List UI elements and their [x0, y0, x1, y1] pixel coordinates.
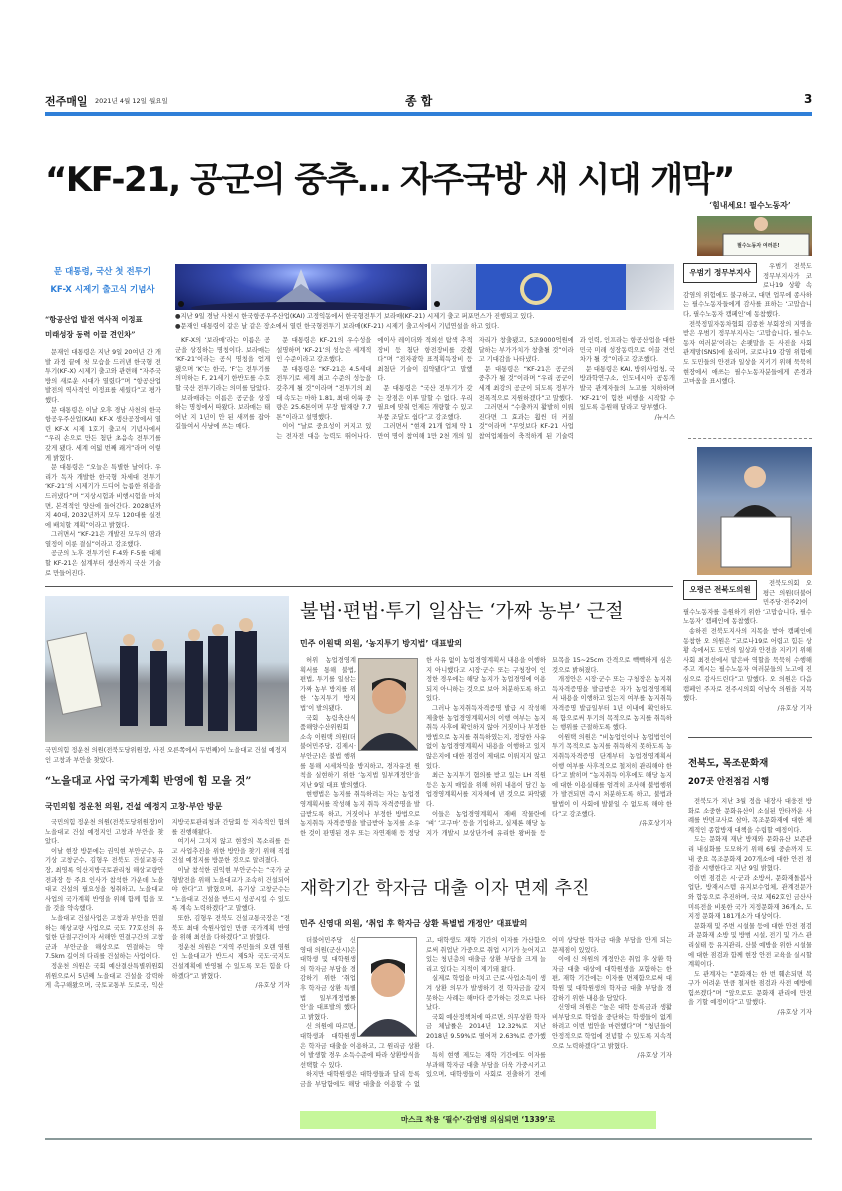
- paragraph: 도는 문화재 재난 방재와 문화유산 보존관리 내실화를 도모하기 위해 6월 중순까지 도내 중요 목조문화재 207개소에 대한 안전 점검을 시행한다고 지난 9일 밝혔다.: [688, 836, 812, 873]
- shin-young-dae-portrait: [357, 937, 417, 1037]
- farm-byline: /유호상기자: [639, 820, 672, 828]
- bridge-byline: /유호상 기자: [255, 982, 290, 990]
- masthead-rule: [45, 112, 812, 116]
- paragraph: 우범기 전북도 정무부지사가 코로나19 상황 속 감염의 위험에도 불구하고, 대면 업무에 종사하는 필수노동자들에게 감사를 표하는 ‘고맙습니다, 필수노동자 캠페인’에 동참했다.: [683, 263, 812, 318]
- paragraph: 정운천 의원은 “지역 주민들의 오랜 염원인 노을대교가 반드시 제5차 국도·국지도 건설계획에 반영될 수 있도록 모든 힘을 다하겠다”고 밝혔다.: [171, 943, 290, 980]
- bridge-body: [45, 818, 290, 1134]
- paragraph: 문 대통령은 “KF-21은 공군의 중추가 될 것”이라며 “우리 공군이 세계 최강의 공군이 되도록 정부가 전폭적으로 지원하겠다”고 말했다.: [478, 365, 574, 402]
- covid-banner: 마스크 착용 ‘필수’·감염병 의심되면 ‘1339’로: [300, 1111, 656, 1129]
- section-name: 종 합: [405, 94, 433, 108]
- officials-illustration: [45, 596, 289, 742]
- footer-rule: [45, 1138, 812, 1140]
- paragraph: 문 대통령은 KAI, 방위사업청, 국방과학연구소, 인도네시아 공동개발국 관계자들의 노고를 치하하며 ‘KF-21’이 힘찬 비행을 시작할 수 있도록 응원해 달라고 당부했다.: [579, 365, 675, 412]
- paragraph: 여기서 그치지 않고 현장의 목소리를 듣고 사업추진을 위한 방안을 찾기 위해 직접 건설 예정지를 방문한 것으로 알려졌다.: [171, 838, 290, 865]
- paragraph: 하지만 대학원생은 대학생들과 달리 등록금을 부담함에도 해당 대출을 이용할 수 없고, 대학생도 재학 기간의 이자를 가산함으로써 취업난 가중으로 취업 시기가 늦어지고 있는 청년층의 대출금 상환 부담을 크게 늘리고 있다는 지적이 제기돼 왔다.: [300, 937, 546, 1088]
- paragraph: 그러면서 “현재 21개 업체 약 1만여 명이 참여해 1만 2천 개의 일자리가 창출됐고, 5조9000억원에 달하는 부가가치가 창출될 것”이라고 기대감을 나타냈다.: [377, 337, 574, 440]
- paragraph: 문 대통령은 “KF-21은 4.5세대 전투기로 세계 최고 수준의 성능을 갖추게 될 것”이라며 “전투기의 최대 속도는 마하 1.81, 최대 이륙 중량은 25.6톤이며 무장 탑재량 7.7톤”이라고 설명했다.: [276, 365, 372, 421]
- person-with-sign: [697, 216, 812, 256]
- paragraph: 전북도의회 오평근 의원(더불어민주당·전주2)이 필수노동자를 응원하기 위한 ‘고맙습니다, 필수노동자’ 캠페인에 동참했다.: [683, 580, 812, 626]
- divider: [688, 737, 812, 738]
- paragraph: 도 관계자는 “문화재는 한 번 훼손되면 복구가 어려운 만큼 철저한 점검과 사전 예방에 힘쓰겠다”며 “앞으로도 문화재 관리에 만전을 기할 예정이다”고 말했다.: [688, 970, 812, 1007]
- jet-illustration: [175, 264, 427, 310]
- paragraph: 더불어민주당 신영대 의원(군산시)은 대학생 및 대학원생의 학자금 부담을 경감하기 위한 ‘취업 후 학자금 상환 특별법 일부개정법률안’을 대표발의 했다고 밝혔다.: [300, 937, 356, 1021]
- paragraph: 신영대 의원은 “높은 대학 등록금과 생활비부담으로 학업을 중단하는 학생들이 없게 하려고 이번 법안을 마련했다”며 “청년들이 안정적으로 학업에 전념할 수 있도록 지속적으로 노력하겠다”고 밝혔다.: [552, 1004, 672, 1050]
- paragraph: 이번 점검은 시·군과 소방서, 문화재돌봄사업단, 방재시스템 유지보수업체, 관계전문가와 합동으로 추진하며, 국보 제62호인 금산사 미륵전을 비롯한 국가 지정문화재 36개소, 도 지정 문화재 181개소가 대상이다.: [688, 874, 812, 921]
- loan-subhead: 민주 신영대 의원, ‘취업 후 학자금 상환 특별법 개정안’ 대표발의: [300, 919, 528, 928]
- quote-line-2: 미래성장 동력 이끌 견인차”: [45, 330, 136, 339]
- farm-body: [300, 656, 672, 866]
- campaign-photo-1: [697, 216, 812, 256]
- loan-headline: 재학기간 학자금 대출 이자 면제 추진: [300, 878, 590, 899]
- bridge-caption: 국민의힘 정운천 의원(전북도당위원장, 사진 오른쪽에서 두번째)이 노을대교 건설 예정지인 고창과 부안을 찾았다.: [45, 747, 287, 764]
- heritage-body: [688, 797, 812, 1135]
- paragraph: 전북정밀자동차협회 김종찬 부회장의 지명을 받은 우범기 정무부지사는 ‘고맙습니다, 필수노동자 여러분’이라는 손팻말을 든 사진을 사회 관계망(SNS)에 올리며, 코로나19 감염 위험에도 도민들의 안전과 일상을 지키기 위해 묵묵히 현장에서 애쓰는 필수노동자분들에게 존경과 고마움을 표시했다.: [683, 320, 812, 386]
- portrait-illustration: [358, 938, 417, 1037]
- paragraph: 전북도가 지난 3월 정읍 내장사 대웅전 방화로 소중한 문화유산이 소실된 안타까운 사례를 반면교사로 삼아, 목조문화재에 대한 체계적인 종합방재 대책을 수립할 예정이다.: [688, 798, 812, 834]
- bridge-subhead: 국민의힘 정운천 의원, 건설 예정지 고창·부안 방문: [45, 802, 223, 811]
- paragraph: 현행법은 농지를 취득하려는 자는 농업경영계획서를 작성해 농지 취득 자격증명을 발급받도록 하고, 거짓이나 부정한 방법으로 농지취득 자격증명을 발급받아 농지를 소유한 것이 판명된 경우 또는 자연재해 등 정당한 사유 없이 농업경영계획서 내용을 이행하지 아니했다고 시장·군수 또는 구청장이 인정한 경우에는 해당 농지가 농업경영에 이용되지 아니하는 것으로 보아 처분하도록 하고 있다.: [300, 657, 546, 837]
- kf21-jet-photo: [175, 264, 427, 310]
- bridge-headline: “노을대교 사업 국가계획 반영에 힘 모을 것”: [45, 775, 252, 787]
- lee-won-taek-portrait: [358, 658, 418, 751]
- box-woo-beom-gi: 우범기 정무부지사: [683, 263, 757, 283]
- sign-text: 필수노동자 여러분!: [737, 243, 780, 249]
- paragraph: 국민의힘 정운천 의원(전북도당위원장)이 노을대교 건설 예정지인 고창과 부안을 찾았다.: [45, 819, 164, 846]
- sidebar-body-2: [683, 579, 812, 731]
- paragraph: 문 대통령은 KF-21의 우수성을 설명하며 ‘KF-21’의 성능은 세계적인 수준이라고 강조했다.: [276, 337, 372, 364]
- sidebar-title: ‘힘내세요! 필수노동자’: [709, 200, 791, 210]
- paragraph: 문재인 대통령은 지난 9일 20여년 간 개발 과정 끝에 첫 모습을 드러낸 한국형 전투기(KF-X) 시제기 출고와 관련해 “자주국방의 새로운 시대가 열렸다”며 “항공산업 발전의 역사적인 이정표를 세웠다”고 평가했다.: [45, 349, 161, 404]
- farm-headline: 불법·편법·투기 일삼는 ‘가짜 농부’ 근절: [300, 600, 624, 622]
- paragraph: 최근 농지투기 혐의를 받고 있는 LH 직원 등은 농지 매입을 위해 허위 내용이 담긴 농업경영계획서를 지자체에 낸 것으로 파악됐다.: [426, 772, 546, 808]
- paragraph: 이날 현장 방문에는 권익현 부안군수, 유기상 고창군수, 김형우 전북도 건설교통국장, 최영록 익산지방국토관리청 해상교량안전과장 등 주요 인사가 참석한 가운데 노을대교 건설의 필요성을 청취하고, 노을대교 사업의 국가계획 반영을 위해 함께 힘을 모을 것을 약속했다.: [45, 847, 164, 913]
- paragraph: 문 대통령은 “오늘은 특별한 날이다. 우리가 독자 개발한 한국형 차세대 전투기 ‘KF-21’의 시제기가 드디어 늠름한 위용을 드러냈다”며 “지상시험과 비행시험을 마치면, 본격적인 양산에 들어간다. 2028년까지 40대, 2032년까지 모두 120대를 실전에 배치할 계획”이라고 밝혔다.: [45, 464, 161, 529]
- sidebar-body-1: [683, 262, 812, 434]
- person-with-sign-2: [697, 447, 812, 575]
- paragraph: 개정안은 시장·군수 또는 구청장은 농지취득자격증명을 발급받은 자가 농업경영계획서 내용을 이행하고 있는지 여부를 농지취득자격증명 발급일부터 1년 이내에 확인하도록 함으로써 투기의 목적으로 농지를 취득하는 행위를 근절하도록 했다.: [552, 676, 672, 732]
- paragraph: 이원택 의원은 “비농업인이나 농업법인이 투기 목적으로 농지를 취득하지 못하도록 농지취득자격증명 단계부터 농업경영계획서 이행 여부를 사후적으로 철저히 관리해야 한다”고 밝히며 “농지취득 이후에도 해당 농지에 대한 이용실태를 엄격히 조사해 불법행위가 발견되면 즉시 처분하도록 하고, 불법과 탈법이 이 사회에 발붙일 수 없도록 해야 한다”고 강조했다.: [552, 733, 672, 818]
- main-article-body: [175, 336, 675, 580]
- dashed-divider: [688, 438, 812, 439]
- paragraph: 그러면서 “KF-21은 개발진 모두의 땀과 열정이 이룬 결실”이라고 강조했다.: [45, 531, 161, 548]
- paragraph: 문 대통령은 이날 오후 경남 사천의 한국항공우주산업(KAI) KF-X 생산공장에서 열린 KF-X 시제 1호기 출고식 기념사에서 “우리 손으로 만든 첨단 초음속 전투기를 갖게 됐다. 세계 여덟 번째 쾌거”라며 이렇게 밝혔다.: [45, 406, 161, 462]
- main-headline: “KF-21, 공군의 중추… 자주국방 새 시대 개막”: [45, 160, 734, 200]
- paragraph: 문 대통령은 “국산 전투기가 갖는 장점은 이루 말할 수 없다. 우리 필요에 맞춰 언제든 개량할 수 있고 부품 조달도 쉽다”고 강조했다.: [377, 384, 473, 421]
- paragraph: 이어 “날로 중요성이 커지고 있는 전자전 대응 능력도 뛰어나다. 에이사 레이더와 적외선 탐색 추적 장비 등 첨단 항전장비를 갖췄다”며 “전자광학 표적획득장비 등 최첨단 기술이 집약됐다”고 말했다.: [276, 337, 473, 440]
- main-quote: [45, 312, 163, 342]
- paragraph: 국회 예산정책처에 따르면, 의무상환 학자금 체납률은 2014년 12.32%로 지난 2018년 9.59%로 떨어져 2.63%로 증가했다.: [426, 1013, 546, 1050]
- paragraph: 그러면서 “수출까지 활발히 이뤄진다면 그 효과는 훨씬 더 커질 것”이라며 “무엇보다 KF-21 사업 참여업체들이 축적하게 된 기술력과 인력, 인프라는 항공산업을 대한민국 미래 성장동력으로 이끌 견인차가 될 것”이라고 강조했다.: [478, 337, 675, 440]
- heritage-headline: 전북도, 목조문화재: [688, 758, 769, 769]
- heritage-byline: /유호상 기자: [777, 1009, 812, 1017]
- main-photo-captions: [175, 312, 675, 332]
- loan-body: [300, 936, 672, 1108]
- farm-subhead: 민주 이원택 의원, ‘농지투기 방지법’ 대표발의: [300, 639, 463, 648]
- paragraph: 그러나 농지취득자격증명 발급 시 작성해 제출한 농업경영계획서의 이행 여부는 농지 취득 사후에 확인하지 않아 거짓이나 부정한 방법으로 농지를 취득하였는지, 정당한 사유 없이 농업경영계획서 내용을 이행하고 있지 않은지에 대한 점검이 제대로 이뤄지지 않고 있다.: [426, 704, 546, 770]
- caption-2: ●문재인 대통령이 같은 날 같은 장소에서 열린 한국형전투기 보라매(KF-21) 시제기 출고식에서 기념연설을 하고 있다.: [175, 323, 500, 330]
- bridge-site-photo: [45, 596, 289, 742]
- paragraph: 신 의원에 따르면, 대학생과 대학원생은 학자금 대출을 이용하고, 그 원리금 상환이 발생할 경우 소득수준에 따라 상환방식을 선택할 수 있다.: [300, 1023, 420, 1069]
- divider: [45, 586, 673, 587]
- paragraph: 허위 농업경영계획서를 통해 불법, 편법, 투기를 일삼는 가짜 농부 방지를 위한 ‘농지투기 방지법’이 발의됐다.: [300, 657, 356, 712]
- loan-byline: /유호상 기자: [637, 1052, 672, 1060]
- paragraph: 실제로 학업을 마치고 근로·사업소득이 생겨 상환 의무가 발생하기 전 학자금을 갚지 못하는 사례는 해마다 증가하는 것으로 나타났다.: [426, 975, 546, 1012]
- paragraph: 이에 신 의원의 개정안은 취업 후 상환 학자금 대출 대상에 대학원생을 포함하는 한편, 재학 기간에는 이자를 면제함으로써 대학원 및 대학원생의 학자금 대출 부담을 경감하기 위한 내용을 담았다.: [552, 956, 672, 1002]
- paragraph: 문화재 및 주변 시설물 등에 대한 안전 점검과 문화재 소방 및 방범 시설, 전기 및 가스 관리실태 등 유지관리, 산불 예방을 위한 시설물에 대한 점검과 함께 현장 안전 교육을 실시할 계획이다.: [688, 922, 812, 969]
- main-kicker: [45, 263, 160, 299]
- president-speech-photo: [431, 264, 674, 310]
- kicker-line-1: 문 대통령, 국산 첫 전투기: [53, 267, 152, 277]
- box-oh-pyeong-geun: 오평근 전북도의원: [683, 580, 757, 600]
- paragraph: KF-X의 ‘보라매’라는 이름은 공군을 상징하는 명칭이다. 보라매는 ‘KF-21’이라는 공식 명칭을 얻게 됐으며 ‘K’는 한국, ‘F’는 전투기를 의미하는 F, 21세기 한반도를 수호할 국산 전투기라는 의미를 담았다.: [175, 337, 271, 392]
- quote-line-1: “항공산업 발전 역사적 이정표: [45, 315, 143, 324]
- paragraph: 송하진 전북도지사의 지목을 받아 캠페인에 동참한 오 의원은 “코로나19로 어렵고 힘든 상황 속에서도 도민의 일상과 안전을 지키기 위해 사회 최전선에서 맡은바 역할을 묵묵히 수행해주고 계시는 필수노동자 여러분들의 노고에 진심으로 감사드린다”고 말했다. 오 의원은 다음 캠페인 주자로 전주시의회 이남숙 의원을 지목했다.: [683, 627, 812, 703]
- paragraph: 이날 참석한 권익현 부안군수는 “국가 균형발전을 위해 노을대교가 조속히 건설되어야 한다”고 밝혔으며, 유기상 고창군수는 “노을대교 건설을 반드시 성공시킬 수 있도록 계속 노력하겠다”고 말했다.: [171, 866, 290, 913]
- sidebar-byline-2: /유호상 기자: [777, 704, 812, 712]
- paragraph: 이들은 농업경영계획서 재배 작물란에 ‘벼’ ‘고구마’ 등을 기입하고, 실제론 해당 농지가 개발시 보상단가에 유리한 왕버들 등 묘목을 15~25cm 간격으로 빽빽하게 심은 것으로 밝혀졌다.: [426, 657, 672, 837]
- portrait-illustration: [359, 659, 418, 751]
- heritage-subhead: 207곳 안전점검 시행: [688, 777, 770, 787]
- paragraph: 보라매라는 이름은 공군을 상징하는 명칭에서 따왔다. 보라매는 태어난 지 1년이 안 된 새끼를 잡아 길들여서 사냥에 쓰는 매다.: [175, 394, 271, 431]
- campaign-photo-2: [697, 447, 812, 575]
- podium-illustration: [431, 264, 674, 310]
- caption-1: ●지난 9일 경남 사천시 한국항공우주산업(KAI) 고정익동에서 한국형전투기 보라매(KF-21) 시제기 출고 퍼포먼스가 진행되고 있다.: [175, 313, 535, 320]
- main-byline: /뉴시스: [654, 413, 675, 421]
- paragraph: 특히 현행 제도는 재학 기간에도 이자를 부과해 학자금 대출 부담을 더욱 가중시키고 있으며, 대학생들이 사회로 진출하기 전에 이미 상당한 학자금 대출 부담을 안게 되는 문제점이 있었다.: [426, 937, 672, 1079]
- paragraph: 노을대교 건설사업은 고창과 부안을 연결하는 해상교량 사업으로 국도 77호선의 유일한 단절구간이자 서해안 연결구간의 고창군과 부안군을 해상으로 연결하는 약 7.5km 길이의 다리를 건설하는 사업이다.: [45, 914, 164, 961]
- issue-date: 2021년 4월 12일 월요일: [95, 97, 168, 105]
- kicker-line-2: KF-X 시제기 출고식 기념사: [50, 285, 155, 295]
- paragraph: 정운천 의원은 국회 예산결산특별위원회 위원으로서 5년째 노을대교 건설을 강력하게 촉구해왔으며, 국토교통부 도로국, 익산지방국토관리청과 간담회 등 지속적인 협의를 진행해왔다.: [45, 819, 290, 990]
- paragraph: 또한, 김형우 전북도 건설교통국장은 “전북도 최대 숙원사업인 만큼 국가계획 반영을 위해 최선을 다하겠다”고 밝혔다.: [171, 914, 290, 942]
- paragraph: 공군의 노후 전투기인 F-4와 F-5를 대체할 KF-21은 설계부터 생산까지 국산 기술로 만들어진다.: [45, 550, 161, 577]
- main-left-body: [45, 348, 161, 584]
- paragraph: 국회 농림축산식품해양수산위원회 소속 이원택 의원(더불어민주당, 김제시·부안군)은 불법 행위를 통해 시세차익을 방지하고, 경자유전 원칙을 실현하기 위한 ‘농지법 일부개정안’을 지난 9일 대표 발의했다.: [300, 714, 420, 789]
- page-number: 3: [804, 92, 813, 106]
- paper-name: 전주매일: [45, 95, 88, 108]
